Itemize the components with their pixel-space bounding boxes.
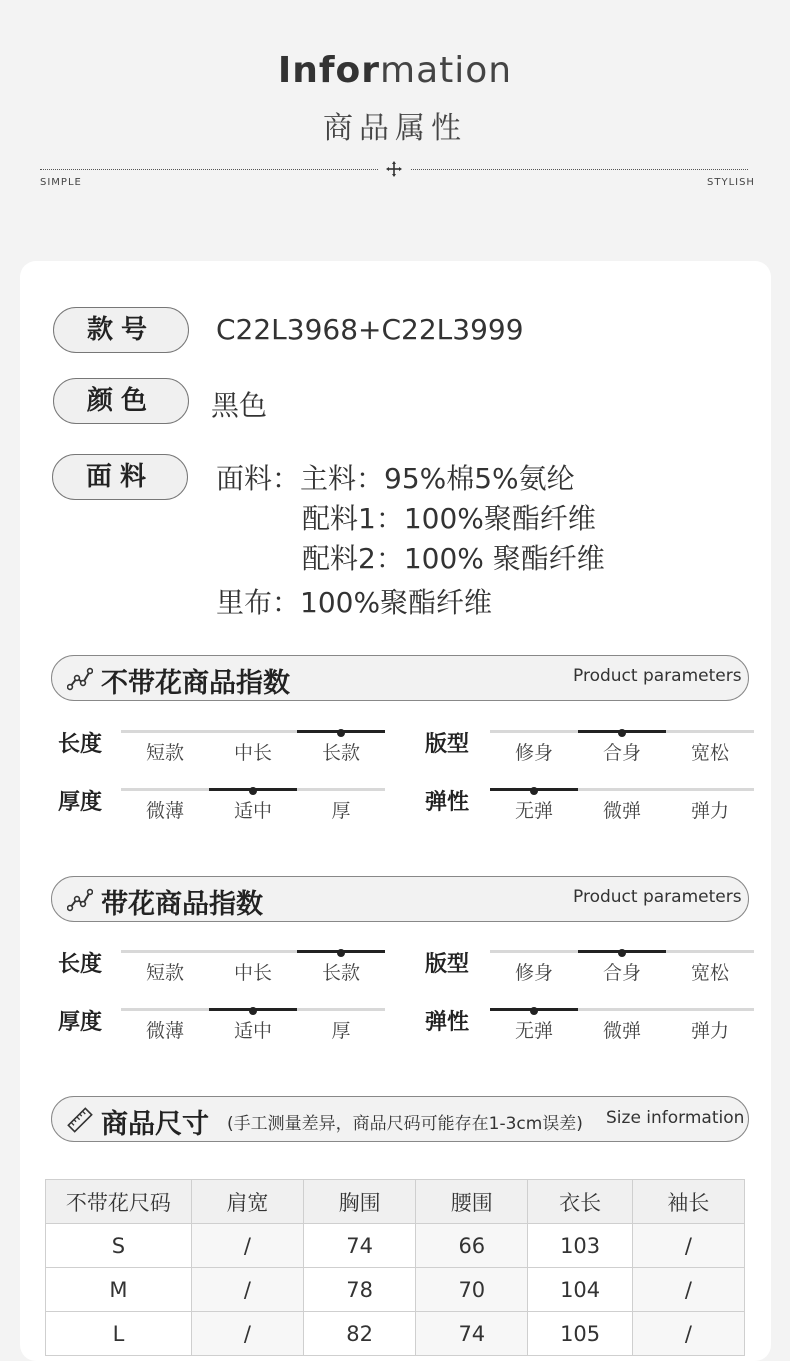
param-marker [249,1007,257,1015]
info-subtitle: 商品属性 [323,111,467,146]
chart-line-icon [67,666,93,692]
param-option: 修身 [514,962,553,984]
param-option: 微弹 [602,1020,641,1042]
table-row [46,1312,745,1356]
table-cell: S [46,1224,192,1268]
fabric-line: 面料：主料：95%棉5%氨纶 [216,462,575,495]
style-no-label: 款号 [53,307,189,353]
section-title: 带花商品指数 [101,889,263,920]
table-header-cell: 袖长 [632,1180,744,1224]
param-label: 长度 [58,732,103,757]
param-option: 长款 [321,962,360,984]
fabric-line: 配料1：100%聚酯纤维 [302,502,596,535]
table-header-cell: 肩宽 [191,1180,303,1224]
table-row [46,1268,745,1312]
style-no-value: C22L3968+C22L3999 [216,313,524,346]
color-value: 黑色 [211,389,268,422]
param-marker [618,729,626,737]
table-cell: M [46,1268,192,1312]
param-option: 合身 [602,742,641,764]
param-label: 弹性 [425,790,470,815]
stylish-tag: STYLISH [707,177,755,188]
table-header-cell: 衣长 [528,1180,632,1224]
table-cell: 78 [304,1268,416,1312]
param-label: 版型 [425,732,470,757]
param-option: 微薄 [145,1020,184,1042]
table-cell: 74 [304,1224,416,1268]
param-marker [337,729,345,737]
param-option: 微薄 [145,800,184,822]
table-cell: / [632,1268,744,1312]
param-label: 长度 [58,952,103,977]
size-note: (手工测量差异，商品尺码可能存在1-3cm误差) [227,1114,583,1134]
section-subtitle: Product parameters [573,666,742,686]
param-option: 宽松 [690,962,729,984]
section-subtitle: Product parameters [573,887,742,907]
table-cell: 70 [416,1268,528,1312]
table-cell: 103 [528,1224,632,1268]
param-option: 短款 [145,962,184,984]
table-cell: 74 [416,1312,528,1356]
compass-cross-icon [385,160,403,178]
table-cell: / [632,1224,744,1268]
param-marker [249,787,257,795]
param-option: 厚 [331,800,351,822]
table-cell: L [46,1312,192,1356]
table-cell: 105 [528,1312,632,1356]
param-label: 弹性 [425,1010,470,1035]
param-option: 长款 [321,742,360,764]
table-header-row [46,1180,745,1224]
info-title [0,50,790,91]
param-label: 厚度 [58,1010,103,1035]
table-cell: 104 [528,1268,632,1312]
chart-line-icon [67,887,93,913]
param-option: 中长 [233,962,272,984]
param-option: 中长 [233,742,272,764]
param-option: 合身 [602,962,641,984]
param-option: 弹力 [690,800,729,822]
param-marker [530,787,538,795]
param-option: 修身 [514,742,553,764]
param-label: 厚度 [58,790,103,815]
table-cell: 82 [304,1312,416,1356]
param-option: 短款 [145,742,184,764]
size-subtitle: Size information [606,1108,745,1128]
table-header-cell: 胸围 [304,1180,416,1224]
table-header-cell: 腰围 [416,1180,528,1224]
fabric-line: 配料2：100% 聚酯纤维 [302,542,605,575]
param-option: 厚 [331,1020,351,1042]
size-table [45,1179,745,1356]
fabric-line: 里布：100%聚酯纤维 [216,586,493,619]
table-cell: 66 [416,1224,528,1268]
param-option: 弹力 [690,1020,729,1042]
divider-right [411,169,748,170]
param-option: 适中 [233,1020,272,1042]
param-label: 版型 [425,952,470,977]
param-option: 微弹 [602,800,641,822]
section-title: 不带花商品指数 [101,668,290,699]
fabric-label: 面料 [52,454,188,500]
param-option: 宽松 [690,742,729,764]
divider-left [40,169,378,170]
table-cell: / [191,1312,303,1356]
param-option: 无弹 [514,1020,553,1042]
size-title: 商品尺寸 [101,1109,209,1140]
param-option: 无弹 [514,800,553,822]
simple-tag: SIMPLE [40,177,82,188]
color-label: 颜色 [53,378,189,424]
ruler-icon [67,1107,93,1133]
param-marker [618,949,626,957]
param-marker [337,949,345,957]
table-cell: / [191,1224,303,1268]
info-title-bold: Infor [277,50,381,91]
param-marker [530,1007,538,1015]
table-cell: / [632,1312,744,1356]
table-header-cell: 不带花尺码 [46,1180,192,1224]
table-row [46,1224,745,1268]
table-cell: / [191,1268,303,1312]
info-title-light: mation [380,50,513,91]
param-option: 适中 [233,800,272,822]
